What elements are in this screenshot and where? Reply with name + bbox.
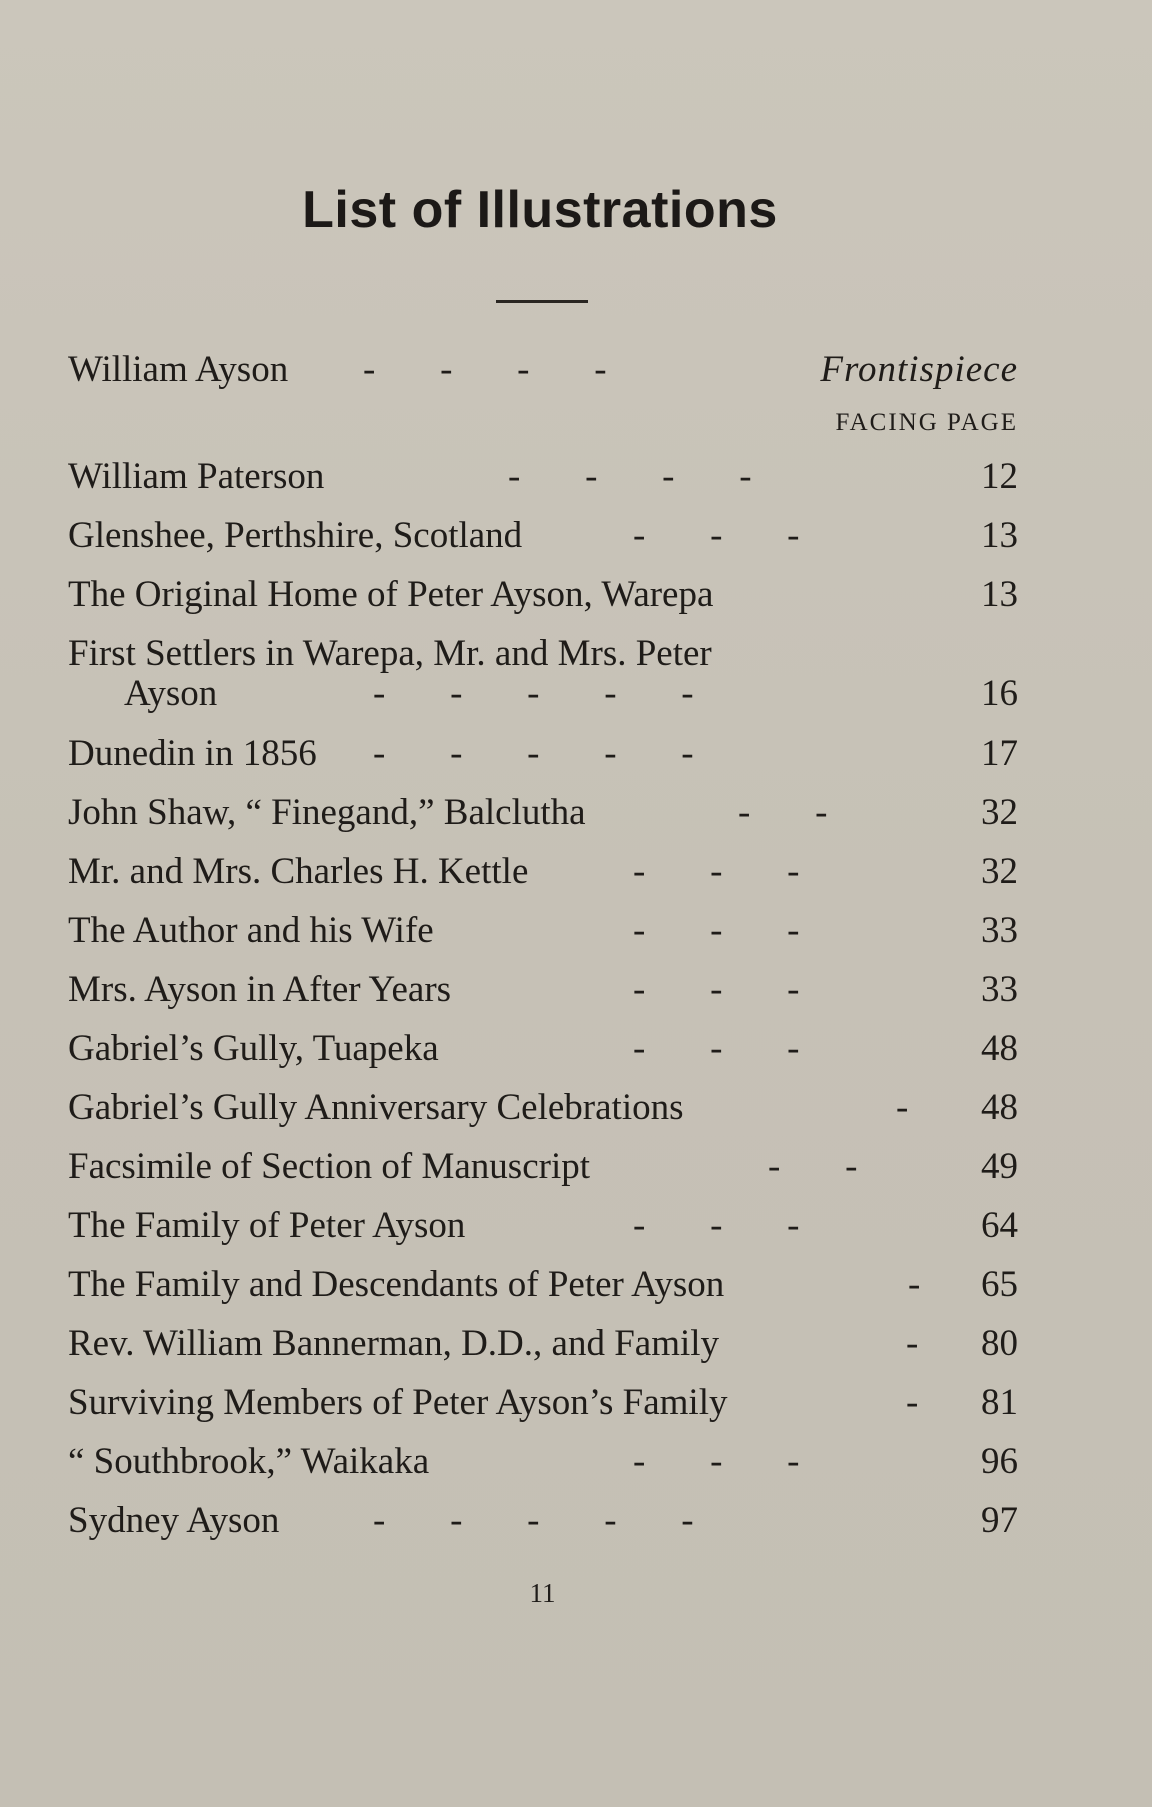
entry-label: The Original Home of Peter Ayson, Warepa	[68, 574, 714, 615]
list-item	[68, 1491, 1018, 1550]
list-item	[68, 960, 1018, 1019]
entry-page: 49	[981, 1146, 1018, 1187]
entry-leader: - - - - -	[373, 733, 694, 774]
entry-label-continued: Ayson	[124, 673, 218, 714]
entry-leader: - - -	[633, 969, 800, 1010]
entry-label: Gabriel’s Gully Anniversary Celebrations	[68, 1087, 684, 1128]
entry-leader: - - -	[633, 1028, 800, 1069]
entry-label: “ Southbrook,” Waikaka	[68, 1441, 430, 1482]
entry-page: 17	[981, 733, 1018, 774]
entry-label: Mrs. Ayson in After Years	[68, 969, 452, 1010]
entry-page: 33	[981, 969, 1018, 1010]
entry-label: First Settlers in Warepa, Mr. and Mrs. Peter	[68, 633, 712, 674]
entry-leader: - - - -	[363, 349, 607, 390]
entry-leader: - - -	[633, 1205, 800, 1246]
entry-label: The Family of Peter Ayson	[68, 1205, 466, 1246]
entry-label: Sydney Ayson	[68, 1500, 280, 1541]
entry-label: Rev. William Bannerman, D.D., and Family	[68, 1323, 720, 1364]
entry-label: Gabriel’s Gully, Tuapeka	[68, 1028, 439, 1069]
facing-page-label: FACING PAGE	[835, 409, 1018, 436]
list-item	[68, 1078, 1018, 1137]
page-number: 11	[529, 1578, 556, 1608]
list-item	[68, 565, 1018, 624]
list-item	[68, 724, 1018, 783]
list-item	[68, 1196, 1018, 1255]
entry-leader: -	[906, 1323, 919, 1364]
entry-label: Dunedin in 1856	[68, 733, 317, 774]
list-item	[68, 1019, 1018, 1078]
entry-page: 13	[981, 574, 1018, 615]
entry-label: John Shaw, “ Finegand,” Balclutha	[68, 792, 586, 833]
entry-leader: -	[908, 1264, 921, 1305]
entry-page: 12	[981, 456, 1018, 497]
entry-label: William Paterson	[68, 456, 325, 497]
entry-leader: - - - - -	[373, 673, 694, 714]
entry-page: 80	[981, 1323, 1018, 1364]
list-item	[68, 506, 1018, 565]
entry-label: Facsimile of Section of Manuscript	[68, 1146, 591, 1187]
entry-leader: -	[896, 1087, 909, 1128]
entry-leader: - - - -	[508, 456, 752, 497]
entry-page: 32	[981, 792, 1018, 833]
entry-page: 81	[981, 1382, 1018, 1423]
entry-page: 64	[981, 1205, 1018, 1246]
entry-page: Frontispiece	[820, 349, 1018, 390]
entry-leader: - - -	[633, 910, 800, 951]
entry-page: 16	[981, 673, 1018, 714]
list-item	[68, 624, 1018, 724]
entry-page: 33	[981, 910, 1018, 951]
list-item	[68, 1137, 1018, 1196]
entry-label: The Author and his Wife	[68, 910, 434, 951]
list-item	[68, 842, 1018, 901]
entry-label: Surviving Members of Peter Ayson’s Family	[68, 1382, 728, 1423]
entry-page: 48	[981, 1028, 1018, 1069]
entry-leader: - - -	[633, 515, 800, 556]
list-item	[68, 1432, 1018, 1491]
title-rule	[496, 300, 588, 303]
illustrations-list	[68, 340, 1018, 1550]
list-item	[68, 1314, 1018, 1373]
list-item	[68, 783, 1018, 842]
entry-page: 13	[981, 515, 1018, 556]
list-item	[68, 1373, 1018, 1432]
entry-label: Glenshee, Perthshire, Scotland	[68, 515, 523, 556]
entry-label: Mr. and Mrs. Charles H. Kettle	[68, 851, 529, 892]
facing-page-header	[68, 399, 1018, 447]
entry-page: 48	[981, 1087, 1018, 1128]
entry-label: William Ayson	[68, 349, 289, 390]
entry-page: 65	[981, 1264, 1018, 1305]
entry-leader: - - - - -	[373, 1500, 694, 1541]
frontispiece-entry	[68, 340, 1018, 399]
list-item	[68, 1255, 1018, 1314]
entry-leader: - -	[768, 1146, 858, 1187]
entry-leader: - -	[738, 792, 828, 833]
entry-page: 96	[981, 1441, 1018, 1482]
entry-leader: - - -	[633, 1441, 800, 1482]
page-title: List of Illustrations	[302, 181, 778, 239]
entry-page: 97	[981, 1500, 1018, 1541]
list-item	[68, 901, 1018, 960]
entry-leader: -	[906, 1382, 919, 1423]
entry-page: 32	[981, 851, 1018, 892]
entry-label: The Family and Descendants of Peter Ayson	[68, 1264, 725, 1305]
entry-leader: - - -	[633, 851, 800, 892]
list-item	[68, 447, 1018, 506]
